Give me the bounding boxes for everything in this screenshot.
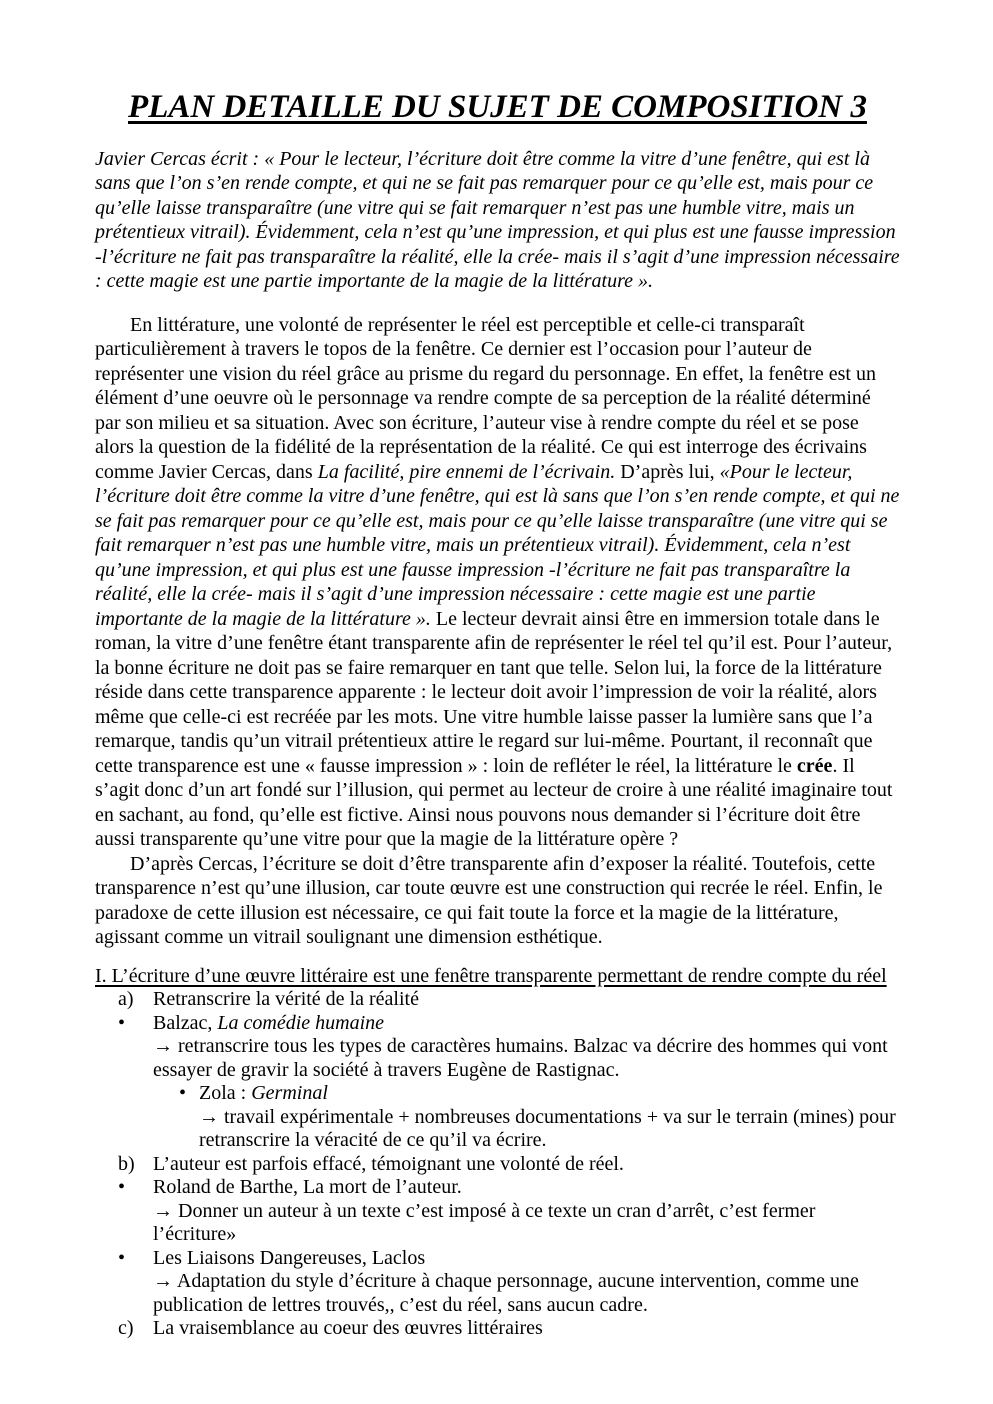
- text-run: Roland de Barthe, La mort de l’auteur.: [153, 1176, 462, 1199]
- emphasis-run: crée: [796, 754, 833, 777]
- text-run: → travail expérimentale + nombreuses documentations + va sur le terrain (mines) pour retranscrire la véracité de ce qu’il va écrire.: [199, 1105, 896, 1152]
- text-run: La vraisemblance au coeur des œuvres littéraires: [153, 1317, 543, 1340]
- bullet-marker: •: [118, 1246, 126, 1269]
- epigraph-quote: Javier Cercas écrit : « Pour le lecteur, l’écriture doit être comme la vitre d’une fenêtre, qui est là sans que l’on s’en rende compte, et qui ne se fait pas remarquer pour ce qu’elle est, mais pour ce qu’elle laisse transparaître (une vitre qui se fait remarquer n’est pas une humble vitre, mais un prétentieux vitrail). Évidemment, cela n’est qu’une impression, et qui plus est une fausse impression -l’écriture ne fait pas transparaître la réalité, elle la crée- mais il s’agit d’une impression nécessaire : cette magie est une partie importante de la magie de la littérature ».: [95, 147, 900, 293]
- list-item: [95, 1153, 900, 1177]
- list-marker: b): [118, 1152, 135, 1175]
- text-run: D’après lui,: [615, 460, 720, 483]
- list-marker: c): [118, 1317, 134, 1340]
- list-item: [95, 1012, 900, 1036]
- intro-paragraph-1: [95, 313, 900, 852]
- list-item: [95, 1317, 900, 1341]
- list-item-text: [153, 1247, 425, 1269]
- list-item: [95, 1247, 900, 1271]
- text-run: . Il s’agit donc d’un art fondé sur l’illusion, qui permet au lecteur de croire à une réalité imaginaire tout en sachant, au fond, qu’elle est fictive. Ainsi nous pouvons nous demander si l’écriture doit être aussi transparente qu’une vitre pour que la magie de la littérature opère ?: [95, 754, 893, 851]
- text-run: En littérature, une volonté de représenter le réel est perceptible et celle-ci transparaît particulièrement à travers le topos de la fenêtre. Ce dernier est l’occasion pour l’auteur de représenter une vision du réel grâce au prisme du regard du personnage. En effet, la fenêtre est un élément d’une oeuvre où le personnage va rendre compte de sa perception de la réalité déterminé par son milieu et sa situation. Avec son écriture, l’auteur vise à rendre compte du réel et se pose alors la question de la fidélité de la représentation de la réalité. Ce qui est interroge des écrivains comme Javier Cercas, dans: [95, 313, 876, 483]
- book-title-run: La facilité, pire ennemi de l’écrivain.: [317, 460, 616, 483]
- bullet-marker: •: [118, 1011, 126, 1034]
- list-item: [95, 1082, 900, 1106]
- text-run: Retranscrire la vérité de la réalité: [153, 988, 419, 1011]
- section-heading-1: I. L’écriture d’une œuvre littéraire est une fenêtre transparente permettant de rendre compte du réel: [95, 964, 887, 987]
- list-item-text: [153, 1153, 624, 1175]
- text-run: Zola :: [199, 1082, 252, 1105]
- text-run: → retranscrire tous les types de caractères humains. Balzac va décrire des hommes qui vont essayer de gravir la société à travers Eugène de Rastignac.: [153, 1035, 888, 1081]
- list-item-text: [153, 988, 419, 1010]
- list-item-continuation: [95, 1035, 900, 1082]
- list-item-text: [153, 1176, 462, 1198]
- list-item-text: [153, 1200, 815, 1246]
- list-marker: a): [118, 988, 134, 1011]
- text-run: Le lecteur devrait ainsi être en immersion totale dans le roman, la vitre d’une fenêtre étant transparente afin de représenter le réel tel qu’il est. Pour l’auteur, la bonne écriture ne doit pas se faire remarquer en tant que telle. Selon lui, la force de la littérature réside dans cette transparence apparente : le lecteur doit avoir l’impression de voir la réalité, alors même que celle-ci est recréée par les mots. Une vitre humble laisse passer la lumière sans que l’a remarque, tandis qu’un vitrail prétentieux attire le regard sur lui-même. Pourtant, il reconnaît que cette transparence est une « fausse impression » : loin de refléter le réel, la littérature le: [95, 607, 893, 777]
- book-title-run: La comédie humaine: [217, 1011, 385, 1034]
- text-run: Balzac,: [153, 1011, 218, 1034]
- bullet-marker: •: [118, 1176, 126, 1199]
- list-item-continuation: [95, 1106, 900, 1153]
- list-item-continuation: [95, 1270, 900, 1317]
- list-item-text: [153, 1012, 384, 1034]
- book-title-run: Germinal: [251, 1082, 328, 1105]
- outline-list: [95, 988, 900, 1341]
- page-title: PLAN DETAILLE DU SUJET DE COMPOSITION 3: [128, 89, 867, 125]
- text-run: L’auteur est parfois effacé, témoignant une volonté de réel.: [153, 1152, 624, 1175]
- list-item-text: [153, 1270, 859, 1316]
- list-item-continuation: [95, 1200, 900, 1247]
- list-item: [95, 988, 900, 1012]
- list-item-text: [199, 1082, 328, 1104]
- list-item-text: [153, 1035, 888, 1081]
- list-item-text: [199, 1106, 896, 1152]
- list-item: [95, 1176, 900, 1200]
- quote-run: «Pour le lecteur, l’écriture doit être comme la vitre d’une fenêtre, qui est là sans que l’on s’en rende compte, et qui ne se fait pas remarquer pour ce qu’elle est, mais pour ce qu’elle laisse transparaître (une vitre qui se fait remarquer n’est pas une humble vitre, mais un prétentieux vitrail). Évidemment, cela n’est qu’une impression, et qui plus est une fausse impression -l’écriture ne fait pas transparaître la réalité, elle la crée- mais il s’agit d’une impression nécessaire : cette magie est une partie importante de la magie de la littérature ».: [95, 460, 900, 630]
- bullet-marker: •: [179, 1082, 187, 1105]
- text-run: → Donner un auteur à un texte c’est imposé à ce texte un cran d’arrêt, c’est fermer l’écriture»: [153, 1199, 816, 1246]
- list-item-text: [153, 1317, 543, 1339]
- intro-paragraph-2: D’après Cercas, l’écriture se doit d’être transparente afin d’exposer la réalité. Toutefois, cette transparence n’est qu’une illusion, car toute œuvre est une construction qui recrée le réel. Enfin, le paradoxe de cette illusion est nécessaire, ce qui fait toute la force et la magie de la littérature, agissant comme un vitrail soulignant une dimension esthétique.: [95, 852, 883, 949]
- text-run: Les Liaisons Dangereuses, Laclos: [153, 1246, 426, 1269]
- text-run: → Adaptation du style d’écriture à chaque personnage, aucune intervention, comme une publication de lettres trouvés,, c’est du réel, sans aucun cadre.: [153, 1270, 859, 1316]
